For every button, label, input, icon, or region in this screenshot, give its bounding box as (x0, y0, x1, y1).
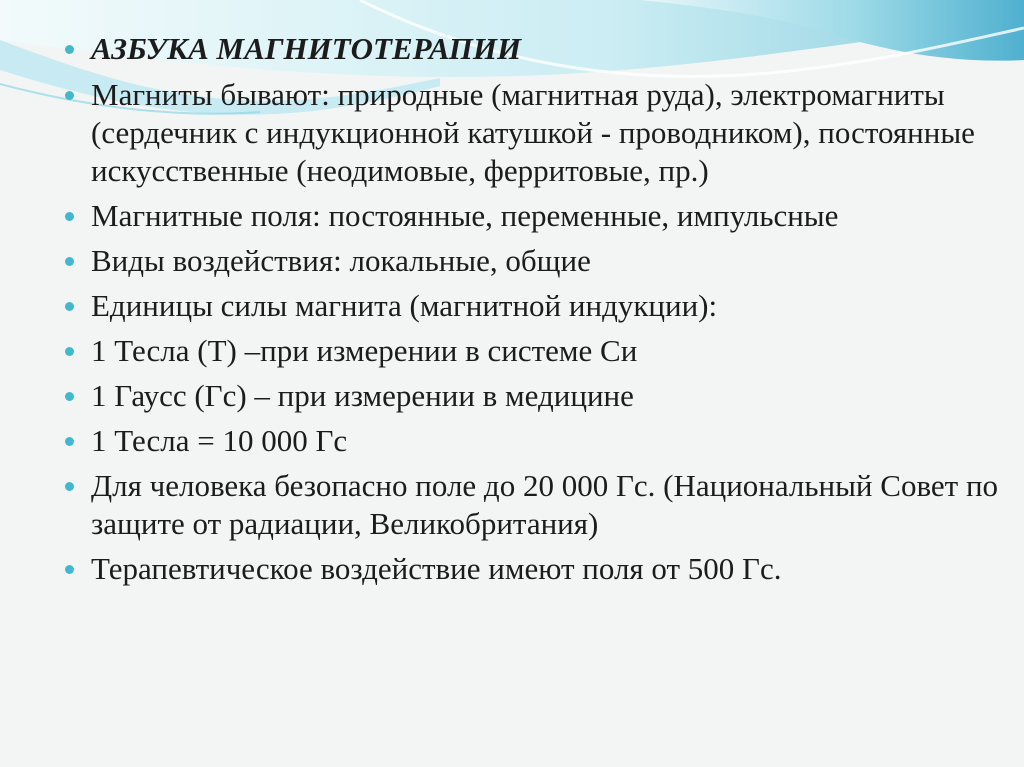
list-item (62, 467, 1002, 543)
list-item-text: Виды воздействия: локальные, общие (91, 243, 591, 278)
bullet-list (62, 30, 1002, 588)
list-item (62, 76, 1002, 190)
bullet-dot-icon (65, 437, 74, 446)
list-item-text: Для человека безопасно поле до 20 000 Гс. (Национальный Совет по защите от радиации, Великобритания) (91, 468, 999, 541)
bullet-dot-icon (65, 302, 74, 311)
bullet-dot-icon (65, 565, 74, 574)
list-item-text: Единицы силы магнита (магнитной индукции): (91, 288, 718, 323)
bullet-dot-icon (65, 482, 74, 491)
list-item (62, 422, 1002, 460)
bullet-dot-icon (65, 45, 74, 54)
slide-title-item (62, 30, 1002, 68)
list-item (62, 242, 1002, 280)
list-item-text: Магнитные поля: постоянные, переменные, импульсные (91, 198, 839, 233)
list-item-text: 1 Гаусс (Гс) – при измерении в медицине (91, 378, 634, 413)
list-item (62, 332, 1002, 370)
list-item-text: Терапевтическое воздействие имеют поля от 500 Гс. (91, 551, 782, 586)
bullet-dot-icon (65, 257, 74, 266)
slide-title: АЗБУКА МАГНИТОТЕРАПИИ (91, 31, 522, 66)
list-item (62, 197, 1002, 235)
list-item-text: 1 Тесла (Т) –при измерении в системе Си (91, 333, 638, 368)
list-item (62, 377, 1002, 415)
list-item (62, 550, 1002, 588)
list-item (62, 287, 1002, 325)
bullet-dot-icon (65, 91, 74, 100)
bullet-dot-icon (65, 392, 74, 401)
bullet-dot-icon (65, 212, 74, 221)
slide-content (62, 30, 1002, 595)
list-item-text: 1 Тесла = 10 000 Гс (91, 423, 348, 458)
bullet-dot-icon (65, 347, 74, 356)
list-item-text: Магниты бывают: природные (магнитная руда), электромагниты (сердечник с индукционной катушкой - проводником), постоянные искусственные (неодимовые, ферритовые, пр.) (91, 77, 975, 188)
